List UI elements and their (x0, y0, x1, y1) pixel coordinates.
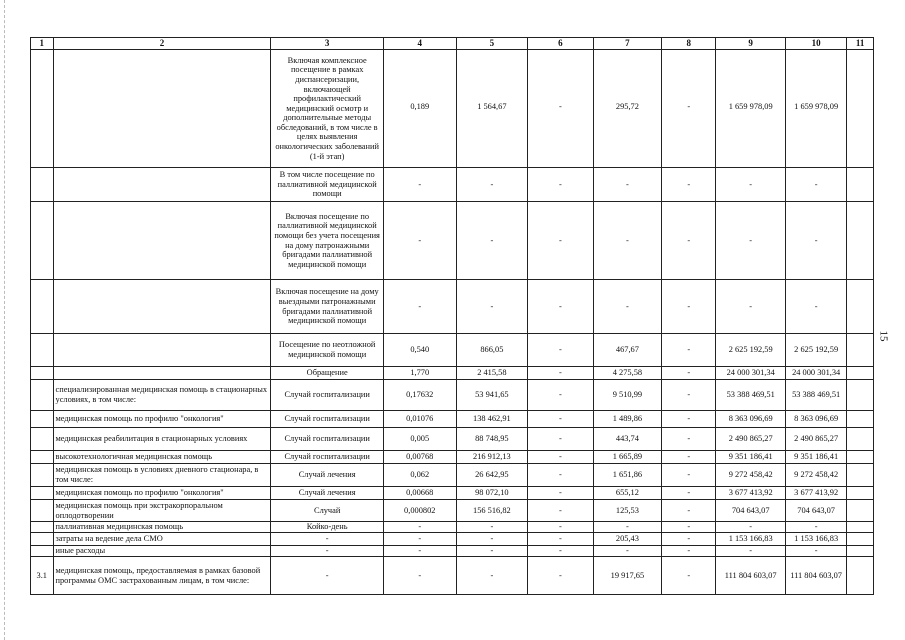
value-cell: 9 272 458,42 (785, 464, 846, 487)
value-cell (847, 533, 874, 546)
value-cell: 125,53 (593, 500, 662, 522)
value-cell: - (456, 533, 528, 546)
value-cell: 0,17632 (383, 380, 456, 411)
value-cell: 138 462,91 (456, 411, 528, 428)
value-cell: - (528, 380, 593, 411)
value-cell (847, 464, 874, 487)
value-cell: - (528, 334, 593, 367)
value-cell: - (528, 202, 593, 280)
value-cell: - (456, 557, 528, 595)
service-name-cell: медицинская помощь в условиях дневного стационара, в том числе: (53, 464, 271, 487)
value-cell: - (662, 367, 716, 380)
unit-cell: - (271, 533, 384, 546)
value-cell: - (662, 428, 716, 451)
service-name-cell: паллиативная медицинская помощь (53, 522, 271, 533)
value-cell: - (662, 557, 716, 595)
value-cell: 0,005 (383, 428, 456, 451)
value-cell: - (383, 546, 456, 557)
value-cell: 3 677 413,92 (785, 487, 846, 500)
value-cell: 26 642,95 (456, 464, 528, 487)
unit-cell: Включая комплексное посещение в рамках диспансеризации, включающей профилактический медицинский осмотр и дополнительные методы обследований, в том числе в целях выявления онкологических заболеваний (1-й этап) (271, 50, 384, 168)
value-cell: - (593, 168, 662, 202)
value-cell: 1,770 (383, 367, 456, 380)
table-row (31, 522, 874, 533)
unit-cell: Случай (271, 500, 384, 522)
row-number-cell (31, 464, 54, 487)
service-name-cell (53, 367, 271, 380)
row-number-cell (31, 451, 54, 464)
value-cell: - (716, 546, 786, 557)
value-cell: 9 510,99 (593, 380, 662, 411)
value-cell: 156 516,82 (456, 500, 528, 522)
value-cell: - (662, 546, 716, 557)
table-row (31, 464, 874, 487)
service-name-cell: специализированная медицинская помощь в стационарных условиях, в том числе: (53, 380, 271, 411)
table-row (31, 280, 874, 334)
table-row (31, 380, 874, 411)
header-cell: 7 (593, 38, 662, 50)
value-cell: - (456, 280, 528, 334)
value-cell: - (662, 533, 716, 546)
header-cell: 5 (456, 38, 528, 50)
service-name-cell: медицинская реабилитация в стационарных условиях (53, 428, 271, 451)
value-cell: 866,05 (456, 334, 528, 367)
value-cell (847, 451, 874, 464)
table-row (31, 428, 874, 451)
table-row (31, 411, 874, 428)
value-cell: - (528, 557, 593, 595)
service-name-cell: медицинская помощь, предоставляемая в рамках базовой программы ОМС застрахованным лицам, в том числе: (53, 557, 271, 595)
service-name-cell: медицинская помощь по профилю "онкология" (53, 411, 271, 428)
value-cell: - (662, 50, 716, 168)
row-number-cell (31, 428, 54, 451)
budget-table (30, 37, 874, 595)
value-cell (847, 334, 874, 367)
value-cell: - (662, 522, 716, 533)
header-cell: 1 (31, 38, 54, 50)
value-cell: 19 917,65 (593, 557, 662, 595)
table-row (31, 557, 874, 595)
value-cell: 53 941,65 (456, 380, 528, 411)
unit-cell: - (271, 557, 384, 595)
service-name-cell (53, 334, 271, 367)
table-row (31, 500, 874, 522)
value-cell: - (662, 334, 716, 367)
value-cell: - (662, 451, 716, 464)
value-cell: - (383, 202, 456, 280)
value-cell: - (528, 428, 593, 451)
unit-cell: Случай лечения (271, 487, 384, 500)
value-cell: 1 659 978,09 (785, 50, 846, 168)
value-cell: 1 659 978,09 (716, 50, 786, 168)
value-cell: 4 275,58 (593, 367, 662, 380)
value-cell: 0,540 (383, 334, 456, 367)
value-cell: - (662, 500, 716, 522)
value-cell (847, 168, 874, 202)
service-name-cell: медицинская помощь при экстракорпоральном оплодотворении (53, 500, 271, 522)
value-cell: - (662, 168, 716, 202)
value-cell: 98 072,10 (456, 487, 528, 500)
row-number-cell (31, 411, 54, 428)
header-cell: 9 (716, 38, 786, 50)
table-row (31, 50, 874, 168)
value-cell: 0,01076 (383, 411, 456, 428)
header-cell: 8 (662, 38, 716, 50)
page-number: 15 (877, 330, 890, 342)
value-cell: - (662, 202, 716, 280)
value-cell: 704 643,07 (716, 500, 786, 522)
value-cell: 2 625 192,59 (716, 334, 786, 367)
value-cell (847, 500, 874, 522)
service-name-cell (53, 280, 271, 334)
row-number-cell (31, 522, 54, 533)
value-cell: 0,000802 (383, 500, 456, 522)
value-cell: 0,00768 (383, 451, 456, 464)
value-cell: 8 363 096,69 (716, 411, 786, 428)
value-cell: 53 388 469,51 (716, 380, 786, 411)
table-row (31, 451, 874, 464)
value-cell (847, 50, 874, 168)
value-cell: - (528, 451, 593, 464)
value-cell: - (716, 280, 786, 334)
value-cell: - (528, 546, 593, 557)
value-cell (847, 428, 874, 451)
row-number-cell (31, 500, 54, 522)
value-cell: - (383, 522, 456, 533)
header-cell: 3 (271, 38, 384, 50)
unit-cell: Случай госпитализации (271, 380, 384, 411)
value-cell (847, 380, 874, 411)
column-number-header (31, 38, 874, 50)
value-cell: - (528, 50, 593, 168)
value-cell: - (528, 367, 593, 380)
value-cell: - (662, 411, 716, 428)
value-cell: - (383, 533, 456, 546)
value-cell: 0,189 (383, 50, 456, 168)
unit-cell: Включая посещение по паллиативной медицинской помощи без учета посещения на дому патронажными бригадами паллиативной медицинской помощи (271, 202, 384, 280)
value-cell: - (662, 280, 716, 334)
value-cell: 24 000 301,34 (785, 367, 846, 380)
value-cell: 2 625 192,59 (785, 334, 846, 367)
value-cell: - (662, 464, 716, 487)
value-cell: 1 651,86 (593, 464, 662, 487)
value-cell: - (383, 280, 456, 334)
unit-cell: Обращение (271, 367, 384, 380)
unit-cell: Койко-день (271, 522, 384, 533)
row-number-cell (31, 367, 54, 380)
value-cell: - (662, 487, 716, 500)
table-row (31, 546, 874, 557)
value-cell: - (456, 546, 528, 557)
unit-cell: Случай госпитализации (271, 411, 384, 428)
row-number-cell (31, 50, 54, 168)
row-number-cell (31, 380, 54, 411)
binding-margin (0, 0, 5, 640)
value-cell: - (716, 202, 786, 280)
value-cell: 467,67 (593, 334, 662, 367)
value-cell (847, 487, 874, 500)
row-number-cell (31, 280, 54, 334)
value-cell: 8 363 096,69 (785, 411, 846, 428)
value-cell: 2 490 865,27 (716, 428, 786, 451)
value-cell: 655,12 (593, 487, 662, 500)
value-cell: - (716, 522, 786, 533)
value-cell: 216 912,13 (456, 451, 528, 464)
header-cell: 6 (528, 38, 593, 50)
header-cell: 4 (383, 38, 456, 50)
value-cell: 443,74 (593, 428, 662, 451)
value-cell (847, 557, 874, 595)
value-cell: - (383, 168, 456, 202)
service-name-cell (53, 168, 271, 202)
row-number-cell: 3.1 (31, 557, 54, 595)
value-cell: - (528, 168, 593, 202)
value-cell: - (593, 202, 662, 280)
value-cell: 2 415,58 (456, 367, 528, 380)
value-cell: 2 490 865,27 (785, 428, 846, 451)
table-row (31, 487, 874, 500)
value-cell: - (593, 280, 662, 334)
value-cell: - (593, 546, 662, 557)
value-cell: 53 388 469,51 (785, 380, 846, 411)
service-name-cell: иные расходы (53, 546, 271, 557)
value-cell (847, 522, 874, 533)
value-cell: - (593, 522, 662, 533)
value-cell (847, 546, 874, 557)
row-number-cell (31, 487, 54, 500)
value-cell: - (785, 202, 846, 280)
unit-cell: Посещение по неотложной медицинской помощи (271, 334, 384, 367)
header-cell: 2 (53, 38, 271, 50)
value-cell: 9 272 458,42 (716, 464, 786, 487)
table-row (31, 533, 874, 546)
row-number-cell (31, 202, 54, 280)
unit-cell: В том числе посещение по паллиативной медицинской помощи (271, 168, 384, 202)
value-cell (847, 411, 874, 428)
value-cell: 1 564,67 (456, 50, 528, 168)
unit-cell: Включая посещение на дому выездными патронажными бригадами паллиативной медицинской помощи (271, 280, 384, 334)
table-row (31, 168, 874, 202)
value-cell: 704 643,07 (785, 500, 846, 522)
value-cell: - (456, 522, 528, 533)
service-name-cell: высокотехнологичная медицинская помощь (53, 451, 271, 464)
row-number-cell (31, 533, 54, 546)
row-number-cell (31, 546, 54, 557)
header-cell: 10 (785, 38, 846, 50)
unit-cell: - (271, 546, 384, 557)
value-cell: - (528, 411, 593, 428)
value-cell: 111 804 603,07 (716, 557, 786, 595)
value-cell (847, 367, 874, 380)
value-cell: 9 351 186,41 (716, 451, 786, 464)
value-cell: 0,00668 (383, 487, 456, 500)
unit-cell: Случай госпитализации (271, 428, 384, 451)
row-number-cell (31, 168, 54, 202)
value-cell: 1 489,86 (593, 411, 662, 428)
value-cell: - (785, 546, 846, 557)
value-cell: 1 153 166,83 (785, 533, 846, 546)
service-name-cell (53, 202, 271, 280)
value-cell: - (456, 202, 528, 280)
value-cell (847, 280, 874, 334)
value-cell: 24 000 301,34 (716, 367, 786, 380)
table-row (31, 202, 874, 280)
unit-cell: Случай лечения (271, 464, 384, 487)
value-cell: - (528, 522, 593, 533)
value-cell: - (662, 380, 716, 411)
service-name-cell (53, 50, 271, 168)
header-cell: 11 (847, 38, 874, 50)
value-cell: - (785, 522, 846, 533)
value-cell: 3 677 413,92 (716, 487, 786, 500)
value-cell: - (785, 168, 846, 202)
value-cell: - (528, 500, 593, 522)
value-cell: - (528, 464, 593, 487)
table-row (31, 367, 874, 380)
value-cell: 1 665,89 (593, 451, 662, 464)
value-cell: - (528, 280, 593, 334)
service-name-cell: затраты на ведение дела СМО (53, 533, 271, 546)
value-cell: 205,43 (593, 533, 662, 546)
value-cell (847, 202, 874, 280)
value-cell: 9 351 186,41 (785, 451, 846, 464)
table-row (31, 334, 874, 367)
value-cell: 0,062 (383, 464, 456, 487)
value-cell: - (716, 168, 786, 202)
value-cell: - (528, 487, 593, 500)
unit-cell: Случай госпитализации (271, 451, 384, 464)
value-cell: - (383, 557, 456, 595)
service-name-cell: медицинская помощь по профилю "онкология" (53, 487, 271, 500)
value-cell: 111 804 603,07 (785, 557, 846, 595)
value-cell: 295,72 (593, 50, 662, 168)
value-cell: 1 153 166,83 (716, 533, 786, 546)
value-cell: 88 748,95 (456, 428, 528, 451)
value-cell: - (528, 533, 593, 546)
row-number-cell (31, 334, 54, 367)
value-cell: - (785, 280, 846, 334)
value-cell: - (456, 168, 528, 202)
